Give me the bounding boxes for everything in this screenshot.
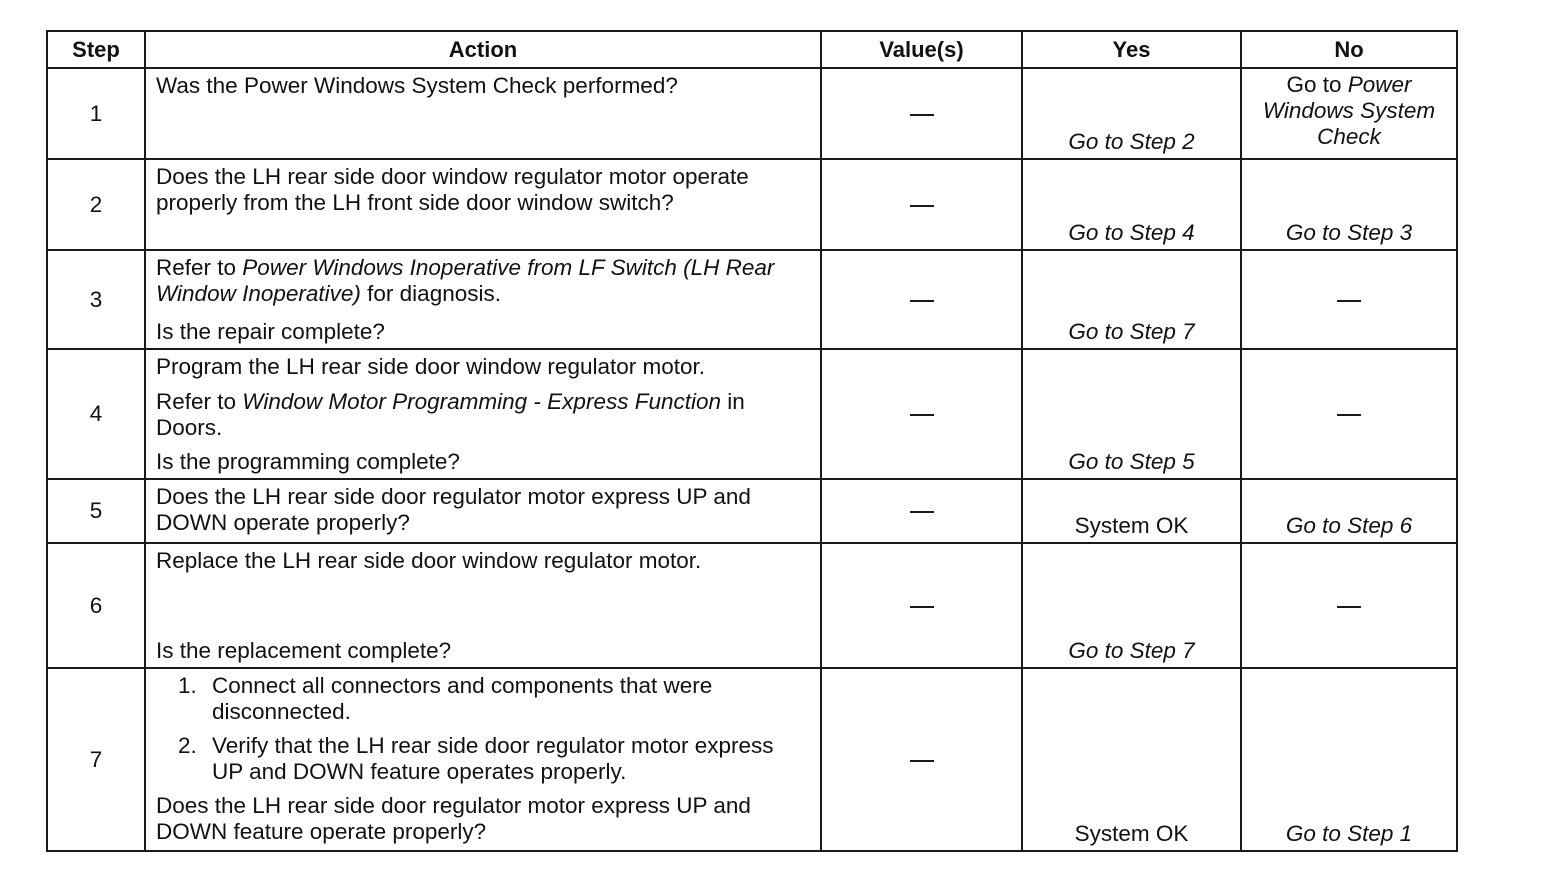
value-cell <box>821 479 1022 543</box>
no-link[interactable]: Go to Step 6 <box>1285 513 1413 538</box>
dash-mark <box>910 300 934 302</box>
refer-link[interactable]: Power Windows Inoperative from LF Switch (LH Rear Window Inoperative) <box>156 255 775 306</box>
action-line: Program the LH rear side door window regulator motor. <box>156 354 706 379</box>
step-number: 4 <box>47 349 145 479</box>
step-number: 7 <box>47 668 145 851</box>
header-yes: Yes <box>1022 31 1241 68</box>
header-row <box>47 31 1457 68</box>
action-cell <box>145 543 821 668</box>
action-cell <box>145 68 821 159</box>
yes-cell <box>1022 68 1241 159</box>
table-row <box>47 543 1457 668</box>
dash-mark <box>910 760 934 762</box>
no-cell <box>1241 349 1457 479</box>
diagnostic-table <box>46 30 1458 852</box>
list-item-number: 1. <box>178 673 197 698</box>
header-no: No <box>1241 31 1457 68</box>
no-link[interactable]: Go to Step 3 <box>1285 220 1413 245</box>
no-link[interactable]: Go to Step 1 <box>1285 821 1413 846</box>
action-text: Does the LH rear side door window regulator motor operate properly from the LH front side door window switch? <box>156 164 749 215</box>
action-cell <box>145 250 821 349</box>
refer-suffix: for diagnosis. <box>360 281 501 306</box>
value-cell <box>821 250 1022 349</box>
refer-suffix: in Doors. <box>156 389 745 440</box>
refer-link[interactable]: Window Motor Programming - Express Function <box>242 389 722 414</box>
dash-mark <box>1337 606 1361 608</box>
action-text: Was the Power Windows System Check performed? <box>156 73 678 98</box>
action-question: Does the LH rear side door regulator motor express UP and DOWN feature operate properly? <box>156 793 751 844</box>
table-row <box>47 349 1457 479</box>
table-row <box>47 250 1457 349</box>
action-question: Is the repair complete? <box>156 319 385 344</box>
yes-link[interactable]: Go to Step 7 <box>1068 638 1195 663</box>
table-row <box>47 668 1457 851</box>
no-cell <box>1241 159 1457 250</box>
yes-result: System OK <box>1074 821 1189 846</box>
table-row <box>47 479 1457 543</box>
list-item-text: Connect all connectors and components that were disconnected. <box>212 673 713 724</box>
header-step: Step <box>47 31 145 68</box>
no-cell <box>1241 543 1457 668</box>
list-item-number: 2. <box>178 733 197 758</box>
refer-prefix: Refer to <box>156 255 243 280</box>
action-text: Does the LH rear side door regulator motor express UP and DOWN operate properly? <box>156 484 751 535</box>
action-steps-list <box>156 673 810 785</box>
refer-prefix: Refer to <box>156 389 243 414</box>
yes-cell <box>1022 250 1241 349</box>
list-item-text: Verify that the LH rear side door regulator motor express UP and DOWN feature operates properly. <box>212 733 774 784</box>
step-number: 3 <box>47 250 145 349</box>
no-cell <box>1241 479 1457 543</box>
dash-mark <box>910 606 934 608</box>
header-values: Value(s) <box>821 31 1022 68</box>
action-cell <box>145 349 821 479</box>
action-question: Is the replacement complete? <box>156 638 452 663</box>
yes-cell <box>1022 479 1241 543</box>
action-cell <box>145 479 821 543</box>
step-number: 1 <box>47 68 145 159</box>
yes-link[interactable]: Go to Step 5 <box>1068 449 1195 474</box>
list-item <box>178 733 810 785</box>
table-row <box>47 159 1457 250</box>
yes-link[interactable]: Go to Step 7 <box>1068 319 1195 344</box>
yes-link[interactable]: Go to Step 2 <box>1068 129 1195 154</box>
action-line: Replace the LH rear side door window regulator motor. <box>156 548 702 573</box>
action-refer <box>156 389 810 441</box>
value-cell <box>821 159 1022 250</box>
action-cell <box>145 668 821 851</box>
header-action: Action <box>145 31 821 68</box>
dash-mark <box>910 414 934 416</box>
action-refer <box>156 255 810 307</box>
no-cell <box>1241 68 1457 159</box>
step-number: 6 <box>47 543 145 668</box>
dash-mark <box>910 205 934 207</box>
dash-mark <box>910 114 934 116</box>
step-number: 5 <box>47 479 145 543</box>
value-cell <box>821 543 1022 668</box>
yes-cell <box>1022 543 1241 668</box>
yes-cell <box>1022 349 1241 479</box>
no-prefix: Go to <box>1286 72 1348 97</box>
value-cell <box>821 349 1022 479</box>
list-item <box>178 673 810 725</box>
dash-mark <box>1337 300 1361 302</box>
table-row <box>47 68 1457 159</box>
value-cell <box>821 668 1022 851</box>
action-question: Is the programming complete? <box>156 449 460 474</box>
yes-result: System OK <box>1074 513 1189 538</box>
action-cell <box>145 159 821 250</box>
step-number: 2 <box>47 159 145 250</box>
yes-cell <box>1022 668 1241 851</box>
dash-mark <box>910 511 934 513</box>
value-cell <box>821 68 1022 159</box>
yes-cell <box>1022 159 1241 250</box>
no-cell <box>1241 668 1457 851</box>
yes-link[interactable]: Go to Step 4 <box>1068 220 1195 245</box>
no-link[interactable]: Power Windows System Check <box>1262 72 1436 149</box>
no-cell <box>1241 250 1457 349</box>
dash-mark <box>1337 414 1361 416</box>
